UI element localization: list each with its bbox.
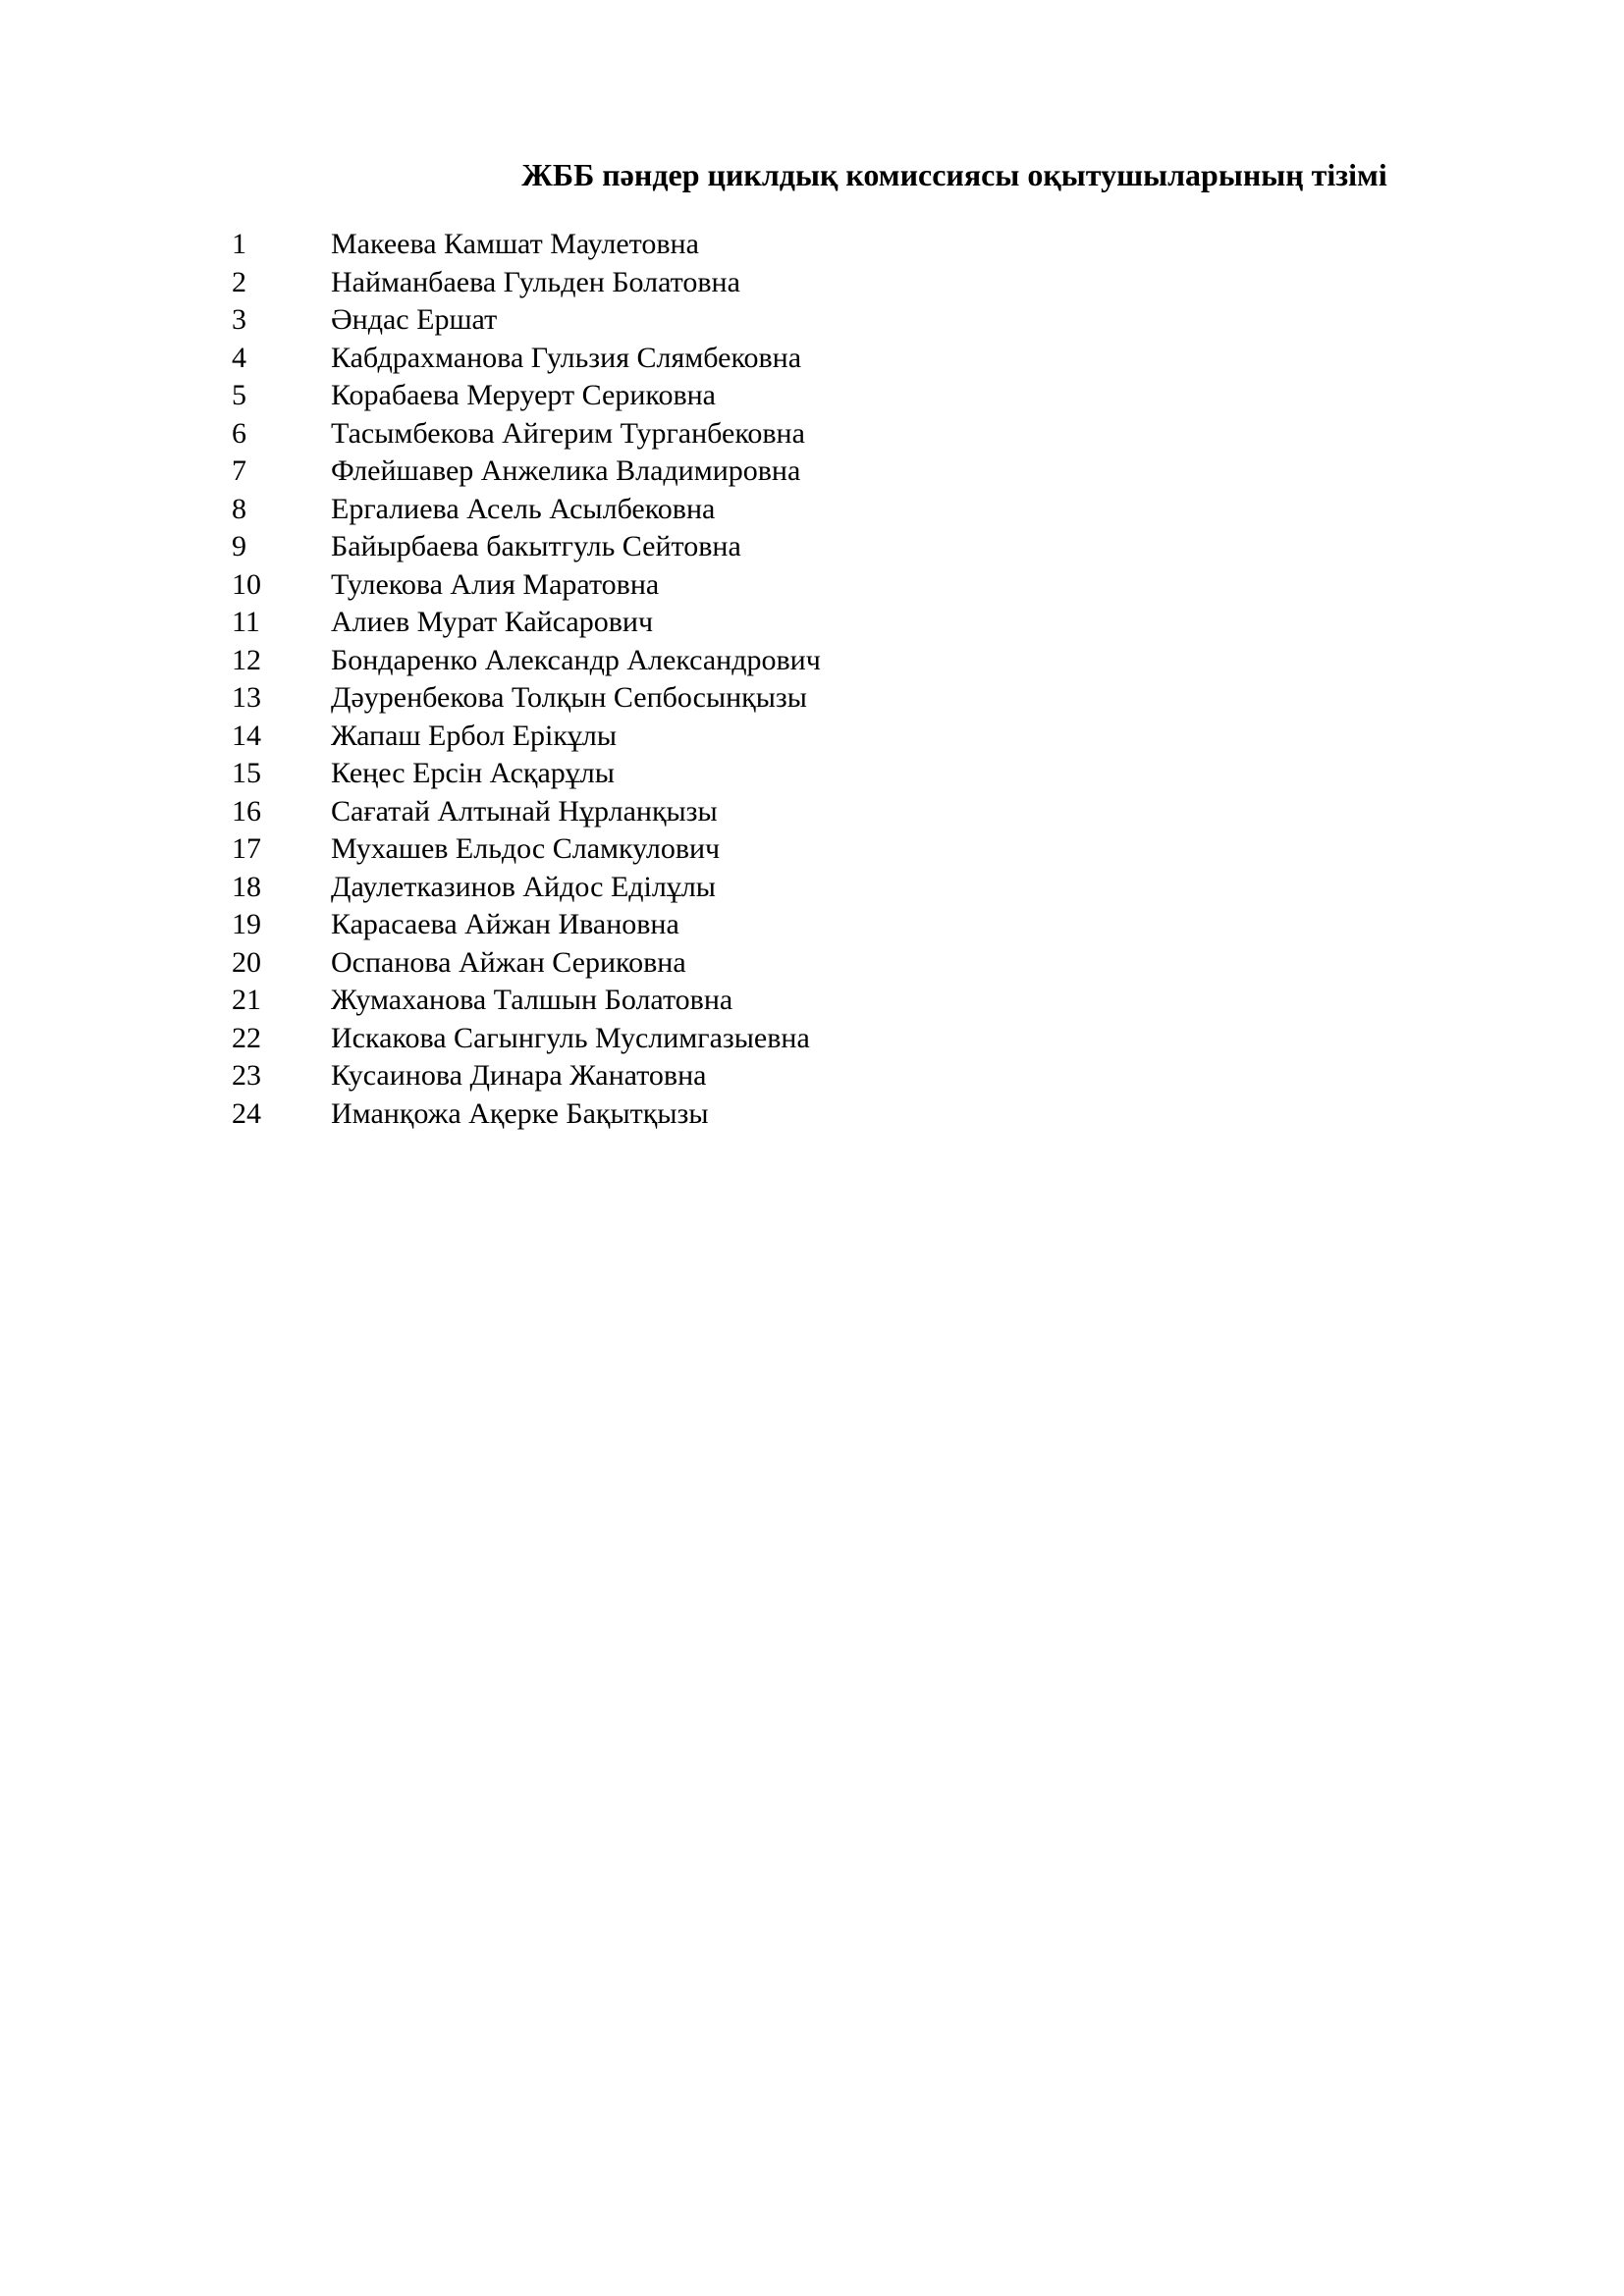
- list-item: [232, 718, 821, 756]
- list-item: [232, 982, 821, 1020]
- list-item: [232, 755, 821, 793]
- teacher-name: Жумаханова Талшын Болатовна: [331, 984, 733, 1016]
- teacher-name: Карасаева Айжан Ивановна: [331, 908, 679, 940]
- row-number: 11: [232, 606, 260, 638]
- list-item: [232, 491, 821, 529]
- row-number: 1: [232, 228, 246, 260]
- teacher-name: Мухашев Ельдос Сламкулович: [331, 832, 721, 865]
- teacher-name: Жапаш Ербол Ерікұлы: [331, 719, 618, 752]
- list-item: [232, 830, 821, 869]
- list-item: [232, 377, 821, 415]
- row-number: 18: [232, 870, 261, 903]
- teacher-name: Флейшавер Анжелика Владимировна: [331, 454, 801, 487]
- row-number: 14: [232, 719, 261, 752]
- row-number: 19: [232, 908, 261, 940]
- teacher-list: [232, 226, 821, 1133]
- list-item: [232, 944, 821, 983]
- row-number: 16: [232, 794, 261, 828]
- list-item: [232, 566, 821, 605]
- list-item: [232, 1057, 821, 1095]
- list-item: [232, 604, 821, 642]
- list-item: [232, 528, 821, 566]
- row-number: 22: [232, 1021, 261, 1054]
- list-item: [232, 1020, 821, 1058]
- teacher-name: Сағатай Алтынай Нұрланқызы: [331, 794, 718, 828]
- list-item: [232, 226, 821, 264]
- row-number: 12: [232, 643, 261, 676]
- teacher-name: Тасымбекова Айгерим Турганбековна: [331, 416, 805, 450]
- teacher-name: Найманбаева Гульден Болатовна: [331, 265, 740, 298]
- row-number: 10: [232, 567, 261, 601]
- list-item: [232, 869, 821, 907]
- row-number: 6: [232, 416, 246, 450]
- document-title: ЖББ пәндер циклдық комиссиясы оқытушыларының тізімі: [521, 157, 1387, 192]
- row-number: 8: [232, 492, 246, 525]
- teacher-name: Макеева Камшат Маулетовна: [331, 228, 699, 260]
- teacher-name: Кабдрахманова Гульзия Слямбековна: [331, 341, 802, 374]
- list-item: [232, 301, 821, 340]
- list-item: [232, 1095, 821, 1134]
- teacher-name: Бондаренко Александр Александрович: [331, 643, 821, 676]
- teacher-name: Кусаинова Динара Жанатовна: [331, 1059, 707, 1092]
- row-number: 20: [232, 945, 261, 979]
- teacher-name: Дәуренбекова Толқын Сепбосынқызы: [331, 681, 807, 714]
- teacher-name: Иманқожа Ақерке Бақытқызы: [331, 1096, 709, 1130]
- teacher-name: Тулекова Алия Маратовна: [331, 567, 660, 601]
- row-number: 15: [232, 757, 261, 789]
- row-number: 24: [232, 1096, 261, 1130]
- teacher-name: Алиев Мурат Кайсарович: [331, 606, 654, 638]
- teacher-name: Ергалиева Асель Асылбековна: [331, 492, 716, 525]
- list-item: [232, 415, 821, 454]
- list-item: [232, 340, 821, 378]
- list-item: [232, 906, 821, 944]
- teacher-name: Байырбаева бакытгуль Сейтовна: [331, 530, 741, 562]
- row-number: 7: [232, 454, 246, 487]
- teacher-name: Даулетказинов Айдос Еділұлы: [331, 870, 716, 903]
- row-number: 21: [232, 984, 261, 1016]
- row-number: 3: [232, 303, 246, 336]
- row-number: 4: [232, 341, 246, 374]
- row-number: 13: [232, 681, 261, 714]
- row-number: 5: [232, 379, 246, 411]
- list-item: [232, 793, 821, 831]
- teacher-name: Кеңес Ерсін Асқарұлы: [331, 757, 615, 789]
- list-item: [232, 679, 821, 718]
- row-number: 9: [232, 530, 246, 562]
- teacher-name: Әндас Ершат: [331, 303, 498, 336]
- list-item: [232, 453, 821, 491]
- row-number: 17: [232, 832, 261, 865]
- list-item: [232, 642, 821, 680]
- row-number: 2: [232, 265, 246, 298]
- teacher-name: Корабаева Меруерт Сериковна: [331, 379, 716, 411]
- teacher-name: Оспанова Айжан Сериковна: [331, 945, 686, 979]
- teacher-name: Искакова Сагынгуль Муслимгазыевна: [331, 1021, 810, 1054]
- row-number: 23: [232, 1059, 261, 1092]
- list-item: [232, 264, 821, 302]
